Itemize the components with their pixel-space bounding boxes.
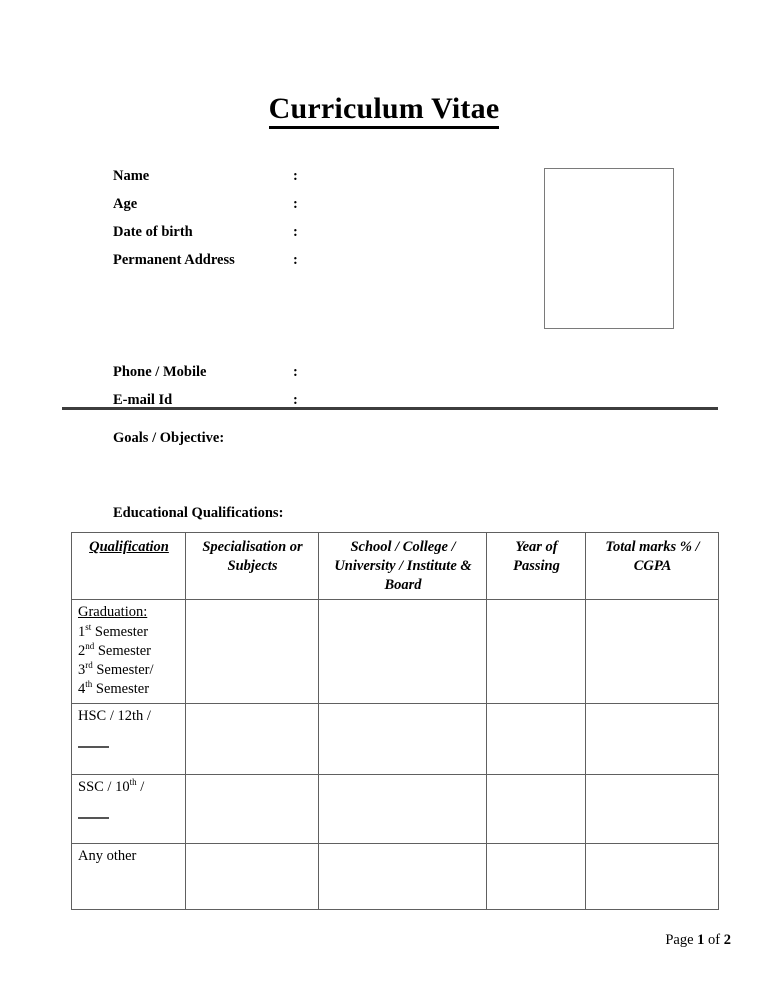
header-institute: School / College / University / Institute & Board [319,533,487,600]
educational-qualifications-table [71,532,719,910]
photo-placeholder-box[interactable] [544,168,674,329]
ordinal-suffix-nd: nd [85,640,95,651]
cell-qualification-hsc [72,704,186,775]
footer-prefix: Page [665,932,694,948]
table-header-row [72,533,719,600]
label-age: Age [113,196,138,212]
colon-email-id: : [293,392,298,408]
label-phone-mobile: Phone / Mobile [113,364,207,380]
footer-current-page: 1 [697,932,705,948]
footer-separator: of [708,932,721,948]
address-spacer [113,280,413,364]
cell-institute-graduation[interactable] [319,600,487,704]
colon-phone-mobile: : [293,364,298,380]
cell-year-any-other[interactable] [487,844,586,910]
table-row [72,844,719,910]
ordinal-suffix-rd: rd [85,659,93,670]
field-row-phone-mobile [113,364,413,392]
ordinal-suffix-st: st [85,621,92,632]
graduation-semester-2: 2nd Semester [78,640,152,659]
hsc-title: HSC / 12th / [78,708,151,725]
personal-details-block [113,168,413,420]
field-row-email-id [113,392,413,420]
cell-marks-graduation[interactable] [586,600,719,704]
cell-marks-hsc[interactable] [586,704,719,775]
educational-qualifications-table-wrapper [71,532,718,910]
ordinal-suffix-th: th [129,777,137,788]
cell-marks-any-other[interactable] [586,844,719,910]
header-specialisation: Specialisation or Subjects [186,533,319,600]
section-divider-rule [62,407,718,410]
ssc-title: SSC / 10th / [78,777,145,796]
header-year-of-passing: Year of Passing [487,533,586,600]
label-name: Name [113,168,150,184]
colon-age: : [293,196,298,212]
header-total-marks: Total marks % / CGPA [586,533,719,600]
field-row-name [113,168,413,196]
graduation-semester-3: 3rd Semester/ [78,659,154,678]
table-row [72,775,719,844]
table-row [72,600,719,704]
cell-qualification-graduation [72,600,186,704]
heading-goals-objective: Goals / Objective: [113,430,225,446]
graduation-semester-1: 1st Semester [78,621,149,640]
cell-institute-hsc[interactable] [319,704,487,775]
cell-year-graduation[interactable] [487,600,586,704]
field-row-age [113,196,413,224]
heading-educational-qualifications: Educational Qualifications: [113,505,284,521]
cell-specialisation-hsc[interactable] [186,704,319,775]
colon-date-of-birth: : [293,224,298,240]
graduation-semester-4: 4th Semester [78,679,150,697]
graduation-title: Graduation: [78,604,148,621]
graduation-lines [78,603,180,699]
footer-total-pages: 2 [723,932,731,948]
page-title [0,92,768,126]
cell-year-ssc[interactable] [487,775,586,844]
cell-specialisation-any-other[interactable] [186,844,319,910]
label-email-id: E-mail Id [113,392,173,408]
cell-institute-ssc[interactable] [319,775,487,844]
cell-institute-any-other[interactable] [319,844,487,910]
cell-marks-ssc[interactable] [586,775,719,844]
colon-permanent-address: : [293,252,298,268]
cell-qualification-ssc [72,775,186,844]
page-title-text: Curriculum Vitae [269,92,500,129]
field-row-permanent-address [113,252,413,280]
field-row-date-of-birth [113,224,413,252]
colon-name: : [293,168,298,184]
page-footer [0,932,731,949]
table-row [72,704,719,775]
header-qualification: Qualification [72,533,186,600]
cell-specialisation-graduation[interactable] [186,600,319,704]
ssc-blank-rule[interactable] [78,807,109,819]
ssc-lines [78,778,180,824]
cell-qualification-any-other: Any other [72,844,186,910]
hsc-lines [78,707,180,753]
label-date-of-birth: Date of birth [113,224,193,240]
label-permanent-address: Permanent Address [113,252,235,268]
cell-specialisation-ssc[interactable] [186,775,319,844]
ordinal-suffix-th: th [85,679,93,690]
hsc-blank-rule[interactable] [78,736,109,748]
cell-year-hsc[interactable] [487,704,586,775]
